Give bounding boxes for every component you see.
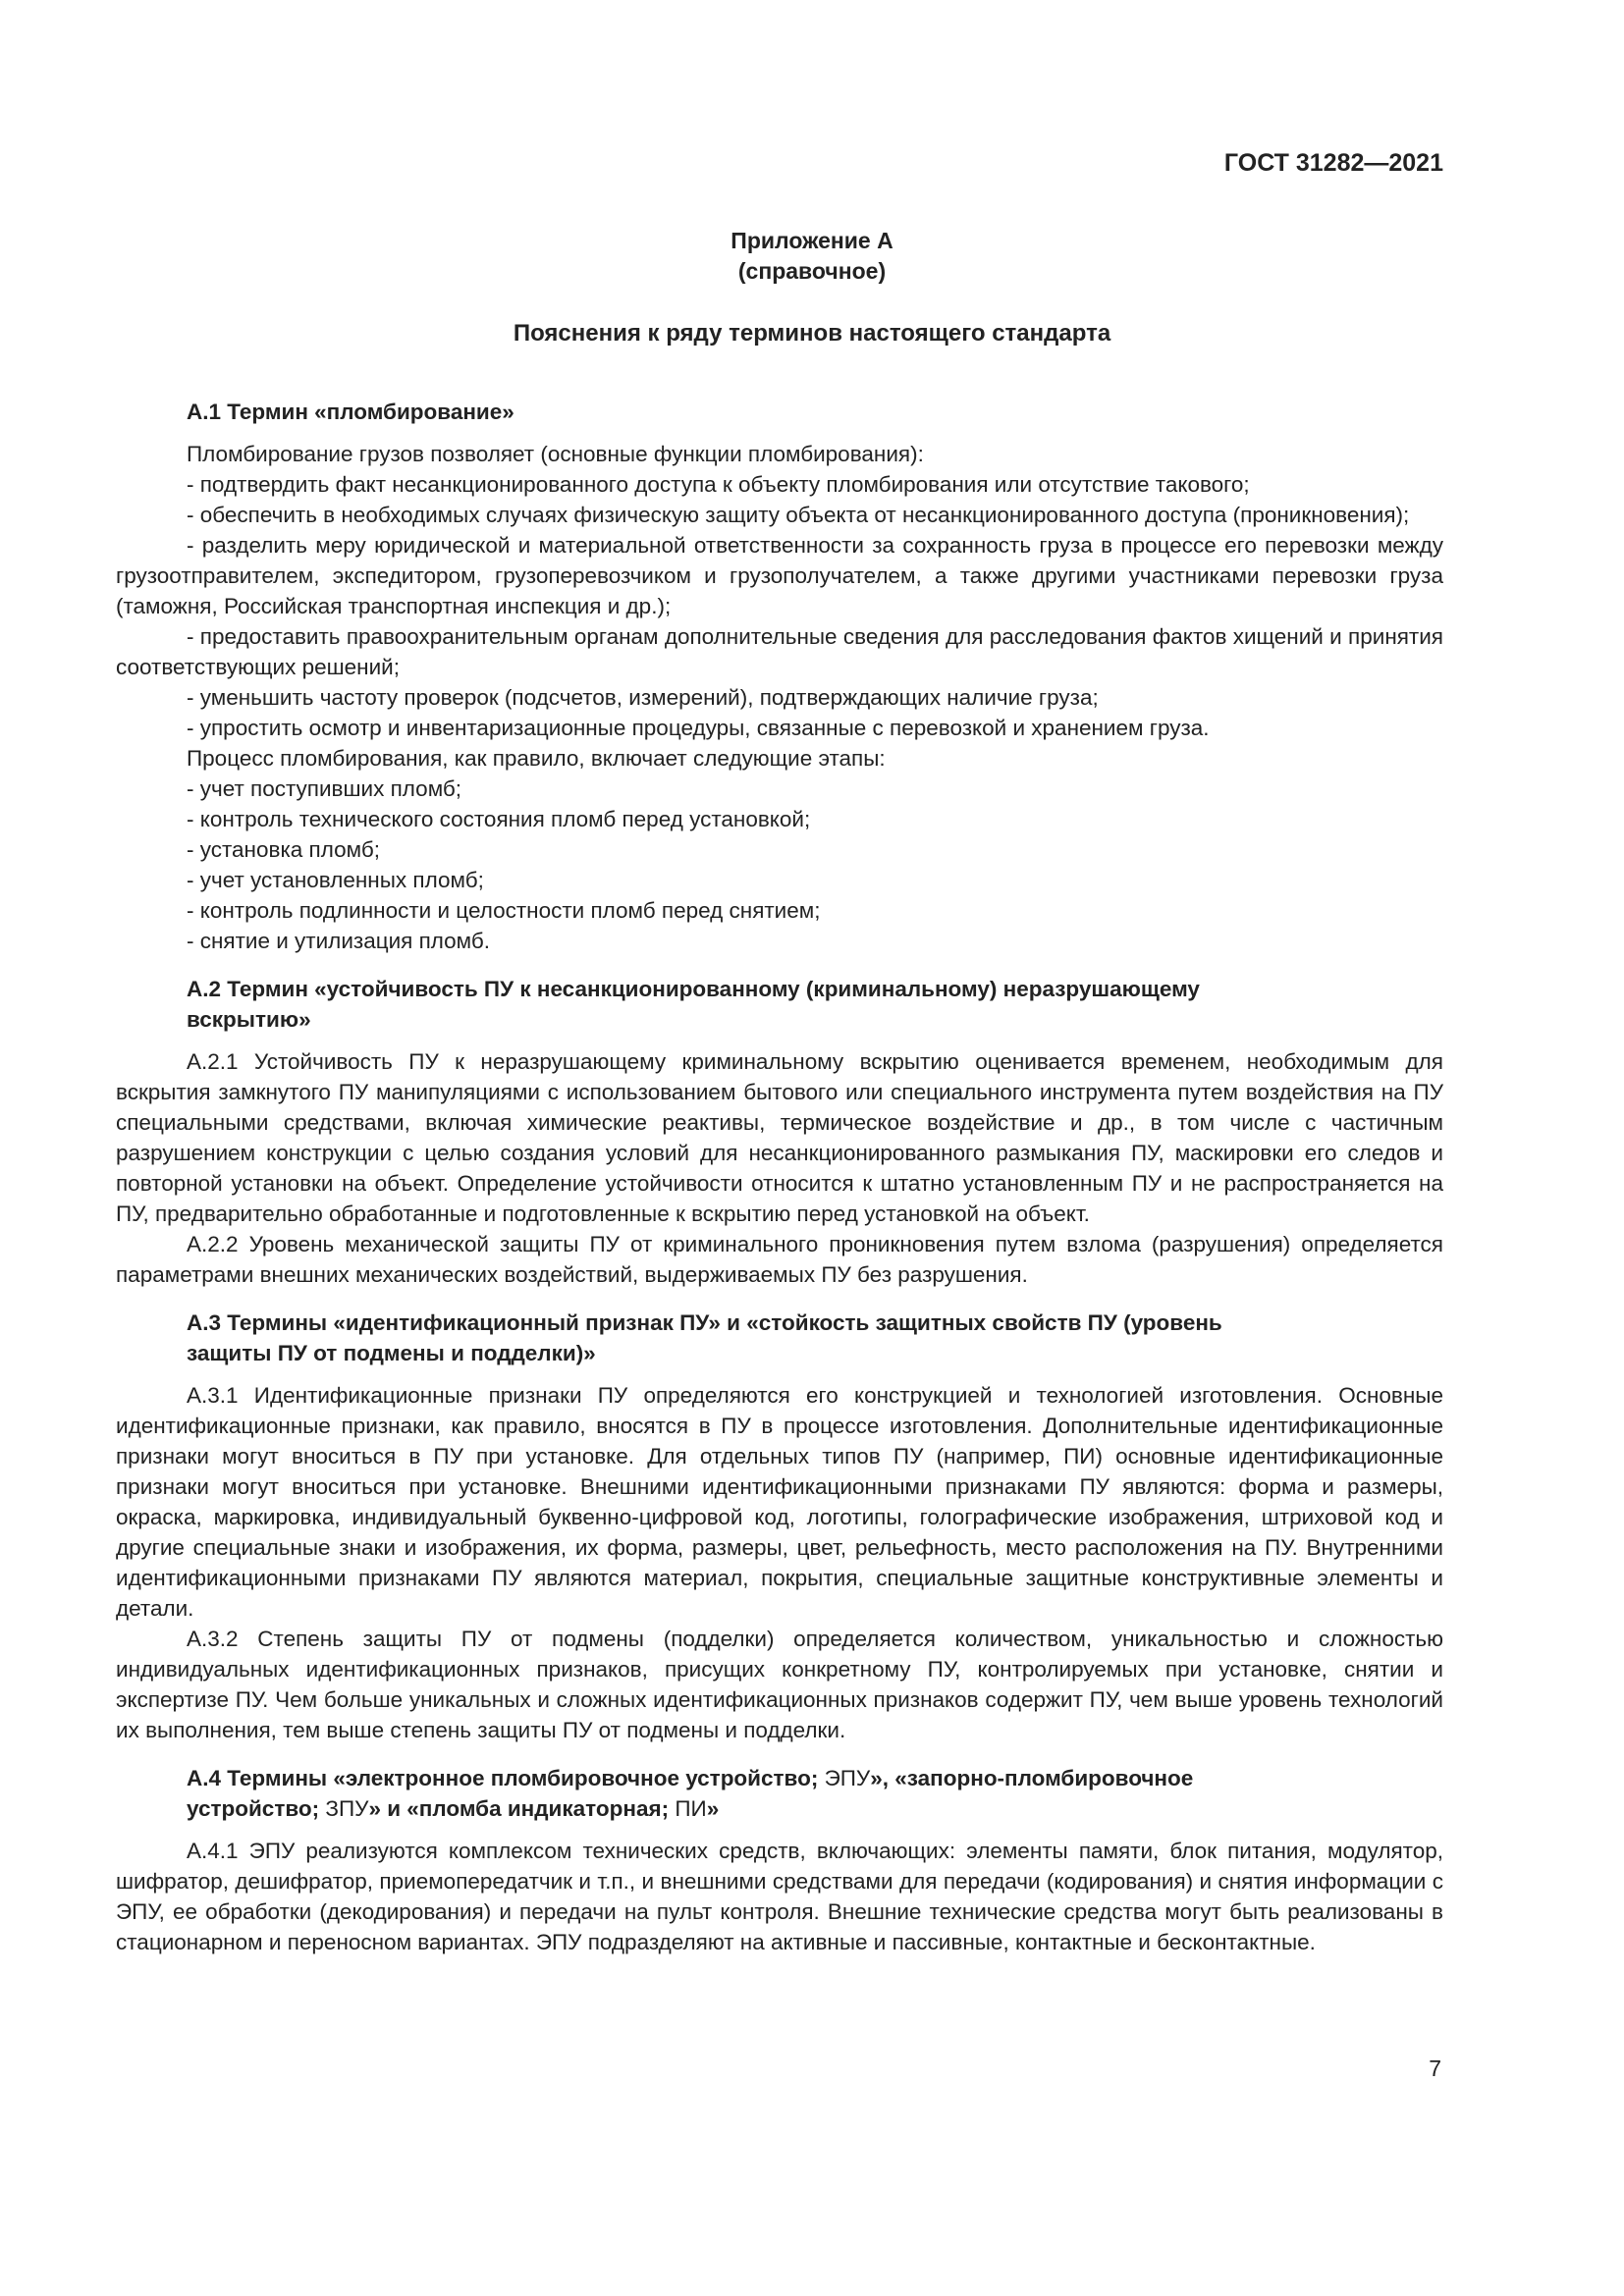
list-item: - обеспечить в необходимых случаях физическую защиту объекта от несанкционированного доступа (проникновения); — [187, 503, 1410, 527]
heading-text: » и «пломба индикаторная; — [368, 1796, 676, 1821]
list-item: - учет установленных пломб; — [187, 868, 484, 892]
section-a2 — [116, 974, 1443, 1290]
section-a3 — [116, 1308, 1443, 1745]
paragraph: А.2.2 Уровень механической защиты ПУ от криминального проникновения путем взлома (разрушения) определяется параметрами внешних механических воздействий, выдерживаемых ПУ без разрушения. — [116, 1232, 1443, 1287]
list-item: - установка пломб; — [187, 837, 380, 862]
paragraph: Пломбирование грузов позволяет (основные функции пломбирования): — [187, 442, 924, 466]
page-number: 7 — [1429, 2056, 1441, 2081]
heading-text: А.4 Термины «электронное пломбировочное устройство; — [187, 1766, 825, 1790]
abbreviation: ПИ — [675, 1796, 707, 1821]
heading-text: устройство; — [187, 1796, 326, 1821]
section-heading — [116, 1308, 1443, 1368]
abbreviation: ЗПУ — [325, 1796, 369, 1821]
annex-heading: Пояснения к ряду терминов настоящего стандарта — [513, 320, 1111, 347]
list-item: - уменьшить частоту проверок (подсчетов, измерений), подтверждающих наличие груза; — [187, 685, 1099, 710]
section-heading-line — [187, 1793, 1443, 1824]
list-item: - снятие и утилизация пломб. — [187, 929, 491, 953]
paragraph: А.2.1 Устойчивость ПУ к неразрушающему криминальному вскрытию оценивается временем, необходимым для вскрытия замкнутого ПУ манипуляциями с использованием бытового или специального инструмента путем воздействия на ПУ специальными средствами, включая химические реактивы, термическое воздействие и др., в том числе с частичным разрушением конструкции с целью создания условий для несанкционированного размыкания ПУ, маскировки его следов и повторной установки на объект. Определение устойчивости относится к штатно установленным ПУ и не распространяется на ПУ, предварительно обработанные и подготовленные к вскрытию перед установкой на объект. — [116, 1049, 1443, 1226]
heading-text: » — [706, 1796, 720, 1821]
paragraph: А.4.1 ЭПУ реализуются комплексом технических средств, включающих: элементы памяти, блок питания, модулятор, шифратор, дешифратор, приемопередатчик и т.п., и внешними средствами для передачи (кодирования) и снятия информации с ЭПУ, ее обработки (декодирования) и передачи на пульт контроля. Внешние технические средства могут быть реализованы в стационарном и переносном вариантах. ЭПУ подразделяют на активные и пассивные, контактные и бесконтактные. — [116, 1839, 1443, 1954]
section-heading-line: защиты ПУ от подмены и подделки)» — [187, 1341, 596, 1365]
section-heading-line: А.3 Термины «идентификационный признак ПУ» и «стойкость защитных свойств ПУ (уровень — [187, 1310, 1222, 1335]
section-heading-line: А.2 Термин «устойчивость ПУ к несанкционированному (криминальному) неразрушающему — [187, 977, 1200, 1001]
paragraph: Процесс пломбирования, как правило, включает следующие этапы: — [187, 746, 886, 771]
section-heading-line: вскрытию» — [187, 1007, 311, 1032]
section-heading-line — [187, 1763, 1443, 1793]
annex-status: (справочное) — [737, 258, 887, 284]
list-item: - упростить осмотр и инвентаризационные процедуры, связанные с перевозкой и хранением груза. — [187, 716, 1210, 740]
section-a1 — [116, 397, 1443, 956]
list-item: - учет поступивших пломб; — [187, 776, 462, 801]
section-heading — [116, 974, 1443, 1035]
annex-header — [0, 226, 1624, 287]
heading-text: », «запорно-пломбировочное — [870, 1766, 1194, 1790]
paragraph: А.3.1 Идентификационные признаки ПУ определяются его конструкцией и технологией изготовления. Основные идентификационные признаки, как правило, вносятся в ПУ в процессе изготовления. Дополнительные идентификационные признаки могут вноситься в ПУ при установке. Для отдельных типов ПУ (например, ПИ) основные идентификационные признаки могут вноситься при установке. Внешними идентификационными признаками ПУ являются: форма и размеры, окраска, маркировка, индивидуальный буквенно-цифровой код, логотипы, голографические изображения, штриховой код и другие специальные знаки и изображения, их форма, размеры, цвет, рельефность, место расположения на ПУ. Внутренними идентификационными признаками ПУ являются материал, покрытия, специальные защитные конструктивные элементы и детали. — [116, 1383, 1443, 1621]
list-item: - подтвердить факт несанкционированного доступа к объекту пломбирования или отсутствие такового; — [187, 472, 1250, 497]
paragraph: А.3.2 Степень защиты ПУ от подмены (подделки) определяется количеством, уникальностью и сложностью индивидуальных идентификационных признаков, присущих конкретному ПУ, контролируемых при установке, снятии и экспертизе ПУ. Чем больше уникальных и сложных идентификационных признаков содержит ПУ, чем выше уровень технологий их выполнения, тем выше степень защиты ПУ от подмены и подделки. — [116, 1627, 1443, 1742]
abbreviation: ЭПУ — [824, 1766, 871, 1790]
document-body — [116, 397, 1443, 1975]
section-a4 — [116, 1763, 1443, 1957]
section-heading: А.1 Термин «пломбирование» — [187, 400, 514, 424]
standard-number: ГОСТ 31282—2021 — [1223, 149, 1443, 177]
list-item: - разделить меру юридической и материальной ответственности за сохранность груза в процессе его перевозки между грузоотправителем, экспедитором, грузоперевозчиком и грузополучателем, а также другими участниками перевозки груза (таможня, Российская транспортная инспекция и др.); — [116, 533, 1443, 618]
list-item: - предоставить правоохранительным органам дополнительные сведения для расследования фактов хищений и принятия соответствующих решений; — [116, 624, 1443, 679]
list-item: - контроль технического состояния пломб перед установкой; — [187, 807, 811, 831]
list-item: - контроль подлинности и целостности пломб перед снятием; — [187, 898, 821, 923]
annex-title: Приложение А — [731, 228, 893, 253]
section-heading — [116, 1763, 1443, 1824]
